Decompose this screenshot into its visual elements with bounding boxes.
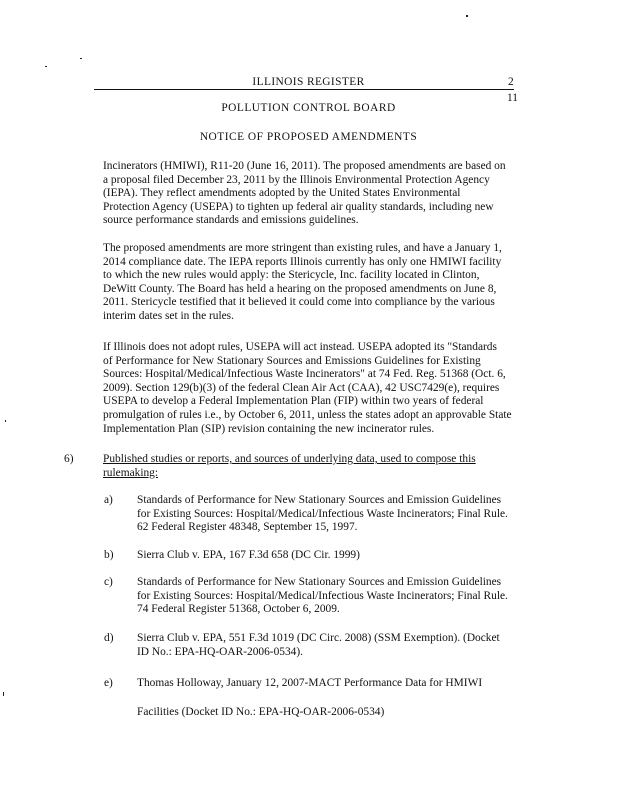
text-line: If Illinois does not adopt rules, USEPA will act instead. USEPA adopted its "Standards (103, 341, 497, 353)
source-label: a) (104, 494, 113, 506)
source-label: b) (104, 549, 114, 561)
source-label: d) (104, 632, 114, 644)
source-entry (137, 632, 527, 659)
text-line: Sierra Club v. EPA, 551 F.3d 1019 (DC Circ. 2008) (SSM Exemption). (Docket (137, 632, 500, 644)
paragraph-usepa (103, 341, 533, 436)
text-line: 2014 compliance date. The IEPA reports Illinois currently has only one HMIWI facility (103, 255, 502, 268)
text-line: source performance standards and emissions guidelines. (103, 214, 359, 227)
source-entry (137, 549, 527, 563)
text-line: The proposed amendments are more stringent than existing rules, and have a January 1, (103, 242, 502, 254)
source-label: e) (104, 677, 113, 689)
text-line: 2011. Stericycle testified that it believed it could come into compliance by the various (103, 296, 495, 309)
scan-speck (5, 420, 6, 422)
text-line: Standards of Performance for New Stationary Sources and Emission Guidelines (137, 576, 502, 588)
item-heading (103, 453, 523, 480)
text-line: to which the new rules would apply: the Stericycle, Inc. facility located in Clinton, (103, 269, 480, 282)
text-line: interim dates set in the rules. (103, 309, 234, 322)
notice-title: NOTICE OF PROPOSED AMENDMENTS (199, 131, 418, 143)
scan-speck (45, 66, 47, 67)
text-line: Sierra Club v. EPA, 167 F.3d 658 (DC Cir. 1999) (137, 549, 360, 561)
source-entry (137, 677, 527, 691)
text-line: for Existing Sources: Hospital/Medical/Infectious Waste Incinerators; Final Rule. (137, 507, 508, 520)
scan-speck (3, 692, 4, 696)
source-label: c) (104, 576, 113, 588)
paragraph-stringency (103, 242, 533, 324)
text-line: Incinerators (HMIWI), R11-20 (June 16, 2011). The proposed amendments are based on (103, 160, 506, 172)
text-line: DeWitt County. The Board has held a hearing on the proposed amendments on June 8, (103, 282, 497, 295)
text-line: Implementation Plan (SIP) revision containing the new incinerator rules. (103, 422, 435, 435)
paragraph-incinerators (103, 160, 533, 228)
text-line: of Performance for New Stationary Sources and Emissions Guidelines for Existing (103, 354, 481, 367)
page-number: 2 (508, 76, 514, 88)
source-entry (137, 576, 527, 617)
text-line: (IEPA). They reflect amendments adopted by the United States Environmental (103, 187, 461, 200)
source-entry (137, 494, 527, 535)
text-line: USEPA to develop a Federal Implementation Plan (FIP) within two years of federal (103, 395, 484, 408)
text-line: Thomas Holloway, January 12, 2007-MACT Performance Data for HMIWI (137, 677, 483, 689)
text-line: ID No.: EPA-HQ-OAR-2006-0534). (137, 645, 303, 658)
board-title: POLLUTION CONTROL BOARD (221, 102, 396, 114)
source-continuation: Facilities (Docket ID No.: EPA-HQ-OAR-2006-0534) (137, 706, 385, 718)
text-line: promulgation of rules i.e., by October 6, 2011, unless the states adopt an approvable State (103, 408, 512, 421)
scan-speck (80, 58, 82, 59)
page-number-sub: 11 (507, 92, 518, 104)
text-line: Standards of Performance for New Stationary Sources and Emission Guidelines (137, 494, 502, 506)
text-line: Sources: Hospital/Medical/Infectious Waste Incinerators" at 74 Fed. Reg. 51368 (Oct. 6, (103, 368, 506, 381)
text-line: 2009). Section 129(b)(3) of the federal Clean Air Act (CAA), 42 USC7429(e), requires (103, 381, 500, 394)
text-line: Protection Agency (USEPA) to tighten up federal air quality standards, including new (103, 200, 494, 213)
text-line: 62 Federal Register 48348, September 15, 1997. (137, 521, 358, 534)
text-line: a proposal filed December 23, 2011 by the Illinois Environmental Protection Agency (103, 173, 490, 186)
item-number: 6) (64, 453, 74, 465)
register-title: ILLINOIS REGISTER (252, 76, 365, 88)
scan-speck (466, 15, 468, 17)
header-rule (94, 89, 514, 90)
text-line: for Existing Sources: Hospital/Medical/Infectious Waste Incinerators; Final Rule. (137, 589, 508, 602)
heading-line: rulemaking: (103, 466, 159, 479)
heading-line: Published studies or reports, and sources of underlying data, used to compose this (103, 453, 476, 465)
text-line: 74 Federal Register 51368, October 6, 2009. (137, 603, 340, 616)
